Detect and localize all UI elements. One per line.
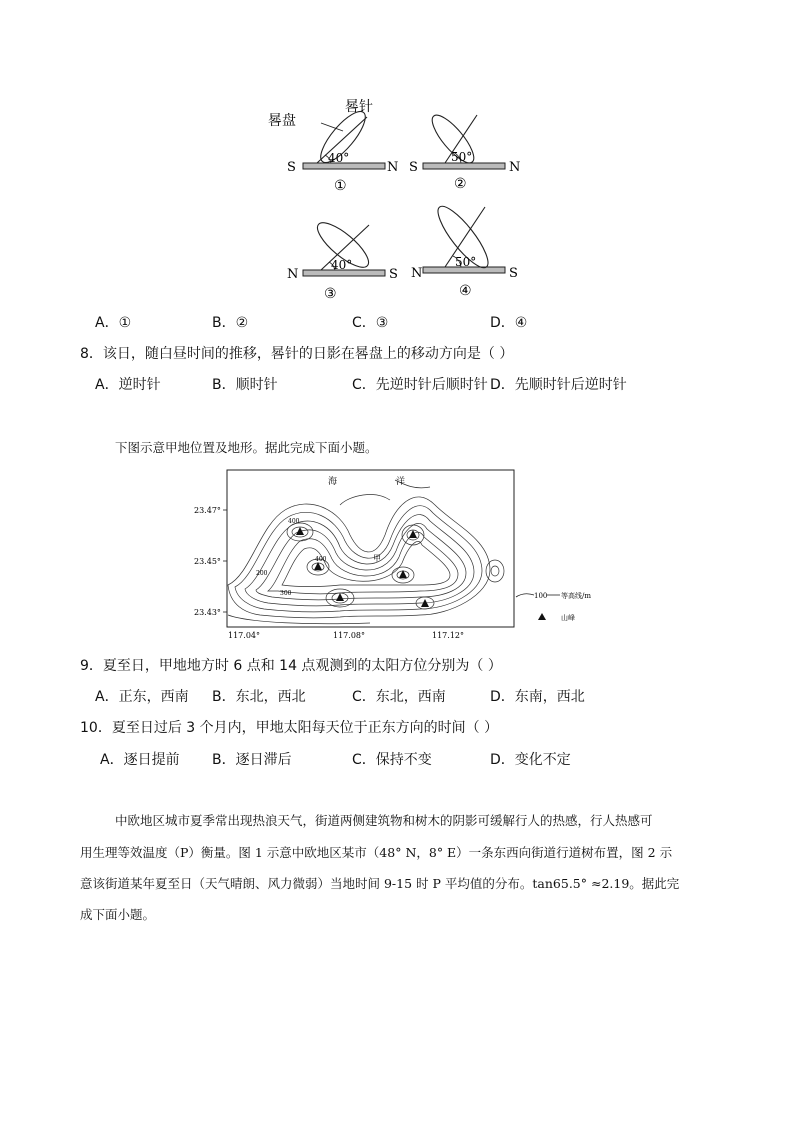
lon-label: 117.12°	[432, 631, 464, 640]
dir-right-1: N	[387, 160, 399, 175]
q10-option-d[interactable]: D．变化不定	[490, 752, 571, 768]
passage-line-3: 意该街道某年夏至日（天气晴朗、风力微弱）当地时间 9-15 时 P 平均值的分布。tan65.5° ≈2.19。据此完	[80, 876, 680, 891]
q9-option-d[interactable]: D．东南，西北	[490, 689, 585, 705]
sea-label-2: 洋	[396, 477, 406, 487]
q8-stem: 8．该日，随白昼时间的推移，晷针的日影在晷盘上的移动方向是（ ）	[80, 346, 514, 362]
angle-label-3: 40°	[331, 258, 353, 272]
sundial-diagram-3	[287, 216, 398, 302]
passage-line-4: 成下面小题。	[80, 907, 156, 922]
q7-option-c[interactable]: C．③	[352, 315, 389, 331]
dir-left-1: S	[287, 160, 296, 175]
dial-label: 晷盘	[268, 113, 296, 129]
legend-contour-value: 100	[534, 592, 548, 600]
dir-right-2: N	[509, 160, 521, 175]
dir-left-3: N	[287, 267, 299, 282]
q7-option-d[interactable]: D．④	[490, 315, 528, 331]
q9-option-a[interactable]: A．正东，西南	[95, 689, 189, 705]
dir-left-4: N	[411, 266, 423, 281]
num-2: ②	[454, 176, 467, 192]
passage-line-2: 用生理等效温度（P）衡量。图 1 示意中欧地区某市（48° N，8° E）一条东西向街道行道树布置，图 2 示	[80, 845, 673, 860]
q8-option-d[interactable]: D．先顺时针后逆时针	[490, 377, 627, 393]
dir-left-2: S	[409, 160, 418, 175]
contour-label: 400	[315, 556, 327, 563]
q10-option-c[interactable]: C．保持不变	[352, 752, 432, 768]
sundial-diagram-1	[268, 98, 398, 194]
jia-label: 甲	[373, 554, 381, 563]
contour-map	[190, 465, 610, 645]
num-4: ④	[459, 283, 472, 299]
q8-option-a[interactable]: A．逆时针	[95, 377, 161, 393]
lat-label: 23.45°	[194, 557, 221, 566]
legend-peak-icon	[538, 613, 546, 620]
sundial-figure	[255, 95, 545, 305]
num-1: ①	[334, 178, 347, 194]
num-3: ③	[324, 286, 337, 302]
q9-stem: 9．夏至日，甲地地方时 6 点和 14 点观测到的太阳方位分别为（ ）	[80, 658, 502, 674]
q7-option-b[interactable]: B．②	[212, 315, 249, 331]
angle-label-1: 40°	[328, 151, 350, 165]
q10-option-a[interactable]: A．逐日提前	[100, 752, 180, 768]
dir-right-4: S	[509, 266, 518, 281]
map-intro: 下图示意甲地位置及地形。据此完成下面小题。	[115, 440, 378, 455]
q9-option-b[interactable]: B．东北，西北	[212, 689, 306, 705]
q8-option-c[interactable]: C．先逆时针后顺时针	[352, 377, 488, 393]
lat-label: 23.43°	[194, 608, 221, 617]
legend-contour-label: 等高线/m	[561, 592, 591, 600]
q10-stem: 10．夏至日过后 3 个月内，甲地太阳每天位于正东方向的时间（ ）	[80, 720, 499, 736]
contour-label: 200	[256, 570, 268, 577]
passage-line-1: 中欧地区城市夏季常出现热浪天气，街道两侧建筑物和树木的阴影可缓解行人的热感，行人热感可	[115, 813, 653, 828]
needle-label: 晷针	[345, 99, 373, 115]
lon-label: 117.04°	[228, 631, 260, 640]
dir-right-3: S	[389, 267, 398, 282]
contour-label: 400	[288, 518, 300, 525]
lat-label: 23.47°	[194, 506, 221, 515]
q8-option-b[interactable]: B．顺时针	[212, 377, 278, 393]
sundial-diagram-4	[411, 200, 518, 299]
angle-label-2: 50°	[451, 150, 473, 164]
sea-label-1: 海	[328, 477, 338, 487]
lon-label: 117.08°	[333, 631, 365, 640]
q9-option-c[interactable]: C．东北，西南	[352, 689, 446, 705]
q10-option-b[interactable]: B．逐日滞后	[212, 752, 292, 768]
q7-option-a[interactable]: A．①	[95, 315, 132, 331]
contour-label: 300	[280, 590, 292, 597]
angle-label-4: 50°	[455, 255, 477, 269]
sundial-diagram-2	[409, 110, 520, 192]
legend-peak-label: 山峰	[561, 614, 575, 622]
